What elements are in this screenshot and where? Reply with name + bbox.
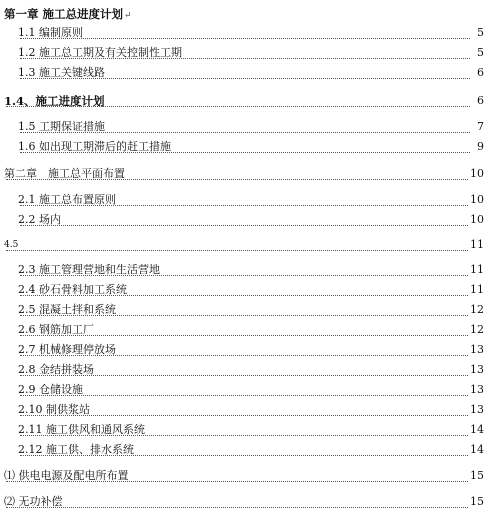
toc-entry[interactable] — [0, 494, 486, 510]
dot-leader — [20, 205, 470, 206]
dot-leader — [20, 295, 470, 296]
dot-leader — [20, 435, 470, 436]
toc-entry[interactable] — [0, 362, 486, 378]
toc-entry[interactable] — [0, 342, 486, 358]
toc-page-number: 9 — [477, 140, 484, 153]
toc-page-number: 15 — [470, 495, 484, 508]
toc-page-number: 11 — [470, 238, 484, 251]
toc-page-number: 14 — [470, 423, 484, 436]
dot-leader — [20, 335, 470, 336]
toc-page-number: 5 — [477, 26, 484, 39]
toc-page-number: 13 — [470, 343, 484, 356]
toc-entry[interactable] — [0, 93, 486, 109]
dot-leader — [20, 78, 470, 79]
toc-entry[interactable] — [0, 302, 486, 318]
dot-leader — [20, 355, 470, 356]
toc-page-number: 6 — [477, 94, 484, 107]
dot-leader — [20, 455, 470, 456]
toc-page-number: 11 — [470, 283, 484, 296]
dot-leader — [6, 106, 470, 107]
toc-entry[interactable] — [0, 166, 486, 182]
toc-entry[interactable] — [0, 139, 486, 155]
toc-entry[interactable] — [0, 192, 486, 208]
dot-leader — [20, 415, 470, 416]
toc-entry-text: 2.9 仓储设施 — [18, 383, 83, 396]
toc-title[interactable] — [0, 6, 486, 22]
toc-page-number: 13 — [470, 383, 484, 396]
dot-leader — [20, 152, 470, 153]
toc-page-number: 15 — [470, 469, 484, 482]
toc-entry[interactable] — [0, 25, 486, 41]
toc-entry[interactable] — [0, 442, 486, 458]
dot-leader — [20, 225, 470, 226]
paragraph-mark-icon: ↵ — [124, 11, 132, 21]
toc-entry-text: ⑵ 无功补偿 — [4, 495, 63, 508]
toc-entry-text: 2.6 钢筋加工厂 — [18, 323, 94, 336]
toc-page-number: 6 — [477, 66, 484, 79]
toc-page-number: 10 — [470, 213, 484, 226]
toc-entry[interactable] — [0, 322, 486, 338]
toc-entry[interactable] — [0, 402, 486, 418]
dot-leader — [20, 58, 470, 59]
toc-entry[interactable] — [0, 65, 486, 81]
toc-page-number: 12 — [470, 323, 484, 336]
toc-entry-text: 1.3 施工关键线路 — [18, 66, 105, 79]
toc-entry[interactable] — [0, 422, 486, 438]
toc-entry-text: 2.2 场内 — [18, 213, 61, 226]
toc-page-number: 12 — [470, 303, 484, 316]
toc-page-number: 11 — [470, 263, 484, 276]
toc-page-number: 13 — [470, 363, 484, 376]
toc-entry-text: 2.7 机械修理停放场 — [18, 343, 116, 356]
toc-page-number: 10 — [470, 167, 484, 180]
toc-entry-text: 1.2 施工总工期及有关控制性工期 — [18, 46, 182, 59]
toc-entry-text: 2.8 金结拼装场 — [18, 363, 94, 376]
dot-leader — [20, 38, 470, 39]
toc-entry-text: 2.10 制供浆站 — [18, 403, 90, 416]
dot-leader — [6, 507, 470, 508]
dot-leader — [6, 481, 470, 482]
toc-entry[interactable] — [0, 45, 486, 61]
toc-entry[interactable] — [0, 382, 486, 398]
dot-leader — [20, 395, 470, 396]
toc-page-number: 10 — [470, 193, 484, 206]
toc-page-number: 7 — [477, 120, 484, 133]
toc-entry-text: 1.4、施工进度计划 — [4, 94, 105, 108]
dot-leader — [20, 375, 470, 376]
toc-entry-text: 2.11 施工供风和通风系统 — [18, 423, 145, 436]
toc-entry-text: 1.6 如出现工期滞后的赶工措施 — [18, 140, 171, 153]
toc-entry-text: 2.4 砂石骨料加工系统 — [18, 283, 127, 296]
toc-entry[interactable] — [0, 119, 486, 135]
toc-entry[interactable] — [0, 237, 486, 253]
toc-entry[interactable] — [0, 468, 486, 484]
toc-page-number: 13 — [470, 403, 484, 416]
toc-entry-text: 2.5 混凝土拌和系统 — [18, 303, 116, 316]
toc-entry-text: 1.1 编制原则 — [18, 26, 83, 39]
dot-leader — [20, 275, 470, 276]
toc-page-number: 14 — [470, 443, 484, 456]
toc-entry-text: 2.12 施工供、排水系统 — [18, 443, 134, 456]
toc-entry-text: ⑴ 供电电源及配电所布置 — [4, 469, 129, 482]
toc-entry-text: 1.5 工期保证措施 — [18, 120, 105, 133]
toc-entry-text: 2.3 施工管理营地和生活营地 — [18, 263, 160, 276]
toc-title-text — [4, 6, 133, 24]
toc-entry-text: 2.1 施工总布置原则 — [18, 193, 116, 206]
toc-page-number: 5 — [477, 46, 484, 59]
chapter-title: 第一章 施工总进度计划 — [4, 7, 124, 21]
dot-leader — [20, 315, 470, 316]
dot-leader — [6, 250, 470, 251]
toc-entry[interactable] — [0, 262, 486, 278]
toc-entry[interactable] — [0, 212, 486, 228]
toc-entry-text: 4.5 — [4, 237, 19, 253]
dot-leader — [6, 179, 470, 180]
toc-entry[interactable] — [0, 282, 486, 298]
toc-entry-text: 第二章 施工总平面布置 — [4, 167, 125, 180]
dot-leader — [20, 132, 470, 133]
